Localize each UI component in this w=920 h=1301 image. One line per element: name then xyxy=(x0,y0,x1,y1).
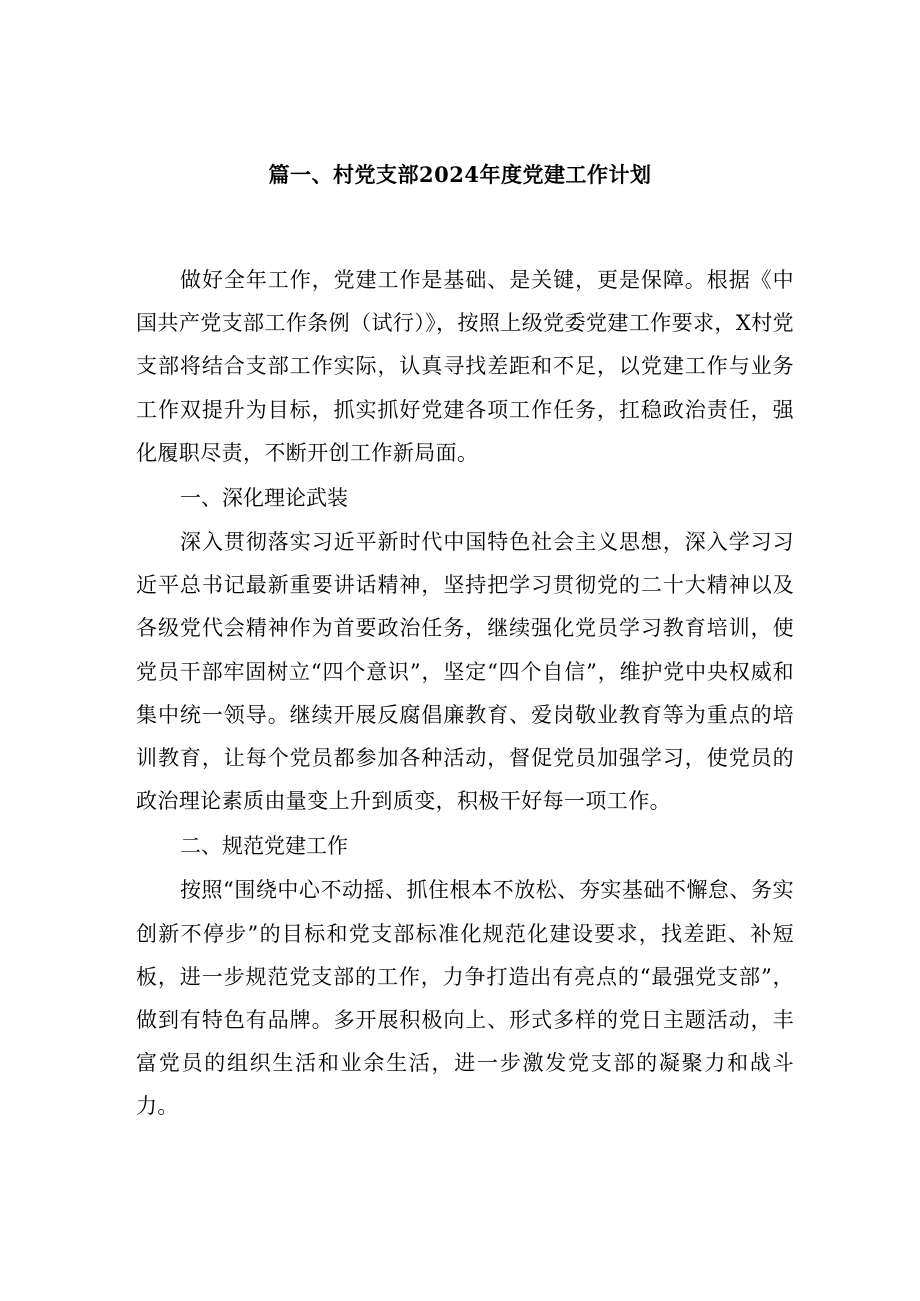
document-body xyxy=(136,259,794,1129)
section-heading-standardize: 二、规范党建工作 xyxy=(180,834,348,859)
document-title: 篇一、村党支部2024年度党建工作计划 xyxy=(268,162,652,187)
section-paragraph-theory: 深入贯彻落实习近平新时代中国特色社会主义思想，深入学习习近平总书记最新重要讲话精神，坚持把学习贯彻党的二十大精神以及各级党代会精神作为首要政治任务，继续强化党员学习教育培训，使党员干部牢固树立“四个意识”，坚定“四个自信”，维护党中央权威和集中统一领导。继续开展反腐倡廉教育、爱岗敬业教育等为重点的培训教育，让每个党员都参加各种活动，督促党员加强学习，使党员的政治理论素质由量变上升到质变，积极干好每一项工作。 xyxy=(136,530,794,814)
section-paragraph-standardize: 按照“围绕中心不动摇、抓住根本不放松、夯实基础不懈怠、务实创新不停步”的目标和党支部标准化规范化建设要求，找差距、补短板，进一步规范党支部的工作，力争打造出有亮点的“最强党支部”，做到有特色有品牌。多开展积极向上、形式多样的党日主题活动，丰富党员的组织生活和业余生活，进一步激发党支部的凝聚力和战斗力。 xyxy=(136,878,794,1119)
intro-paragraph: 做好全年工作，党建工作是基础、是关键，更是保障。根据《中国共产党支部工作条例（试行）》，按照上级党委党建工作要求，X村党支部将结合支部工作实际，认真寻找差距和不足，以党建工作与业务工作双提升为目标，抓实抓好党建各项工作任务，扛稳政治责任，强化履职尽责，不断开创工作新局面。 xyxy=(136,268,794,465)
section-heading-theory: 一、深化理论武装 xyxy=(180,486,348,511)
